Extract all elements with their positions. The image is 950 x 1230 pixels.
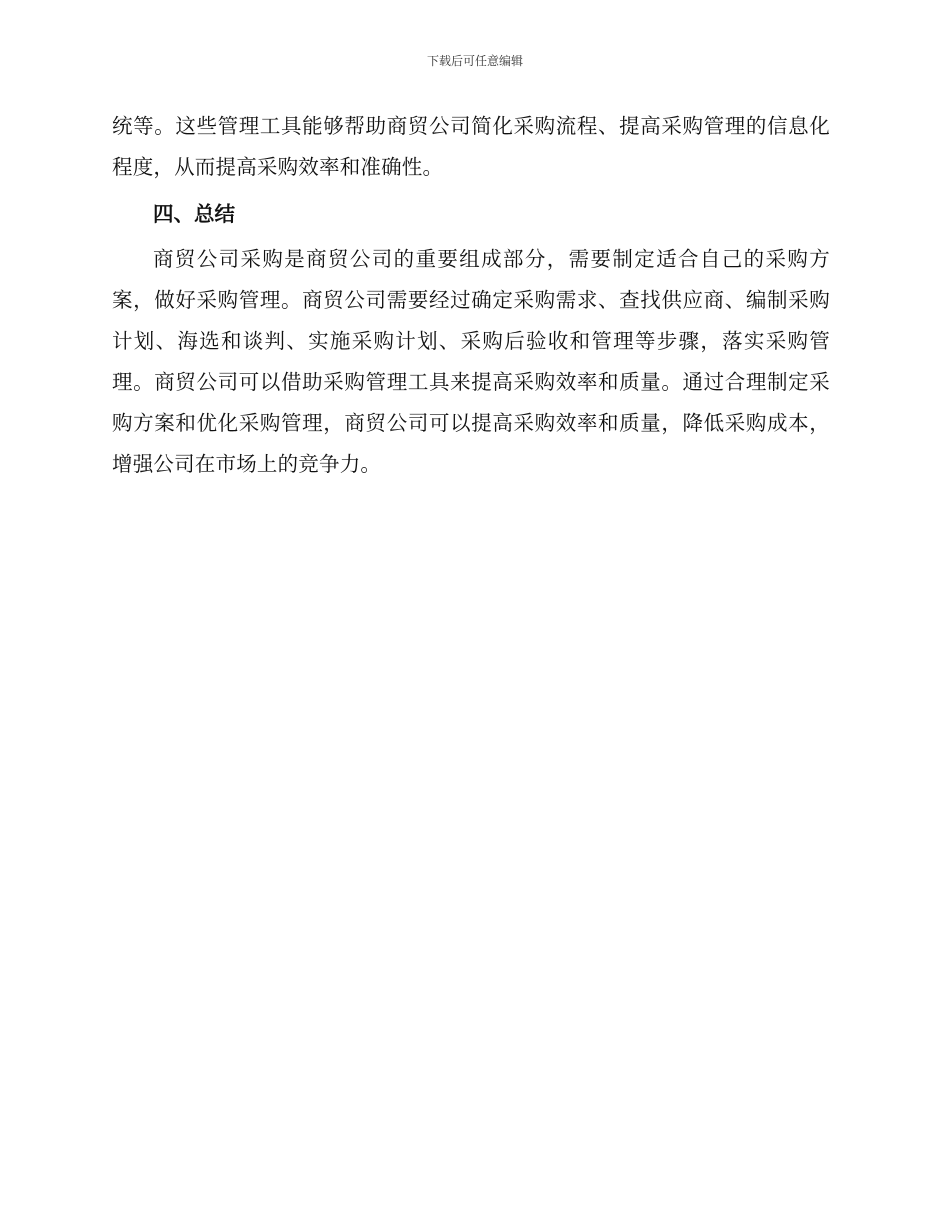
section-heading: 四、总结 (153, 202, 235, 226)
document-body (112, 106, 830, 485)
page-header: 下载后可任意编辑 (426, 54, 523, 68)
continuation-paragraph: 统等。这些管理工具能够帮助商贸公司简化采购流程、提高采购管理的信息化程度，从而提高采购效率和准确性。 (112, 114, 830, 179)
summary-paragraph: 商贸公司采购是商贸公司的重要组成部分，需要制定适合自己的采购方案，做好采购管理。商贸公司需要经过确定采购需求、查找供应商、编制采购计划、海选和谈判、实施采购计划、采购后验收和管理等步骤，落实采购管理。商贸公司可以借助采购管理工具来提高采购效率和质量。通过合理制定采购方案和优化采购管理，商贸公司可以提高采购效率和质量，降低采购成本，增强公司在市场上的竞争力。 (112, 247, 830, 476)
